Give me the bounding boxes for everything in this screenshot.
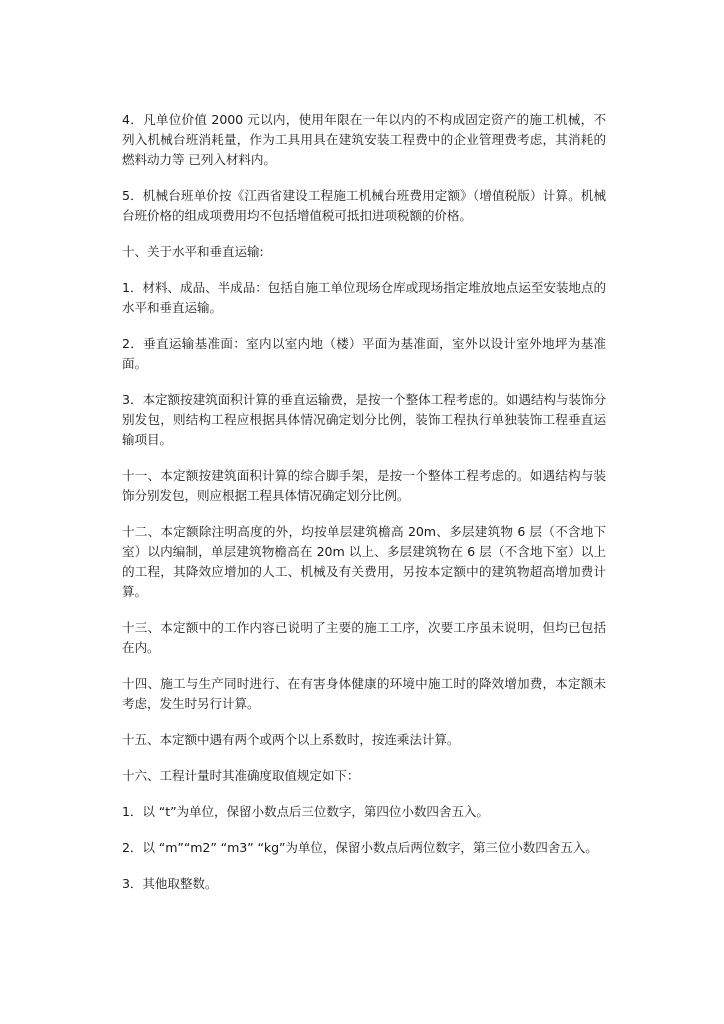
paragraph-transport-1: 1．材料、成品、半成品：包括自施工单位现场仓库或现场指定堆放地点运至安装地点的水平和垂直运输。 xyxy=(122,280,606,315)
paragraph-precision-3: 3．其他取整数。 xyxy=(122,876,218,891)
paragraph-transport-3: 3．本定额按建筑面积计算的垂直运输费，是按一个整体工程考虑的。如遇结构与装饰分别发包，则结构工程应根据具体情况确定划分比例，装饰工程执行单独装饰工程垂直运输项目。 xyxy=(122,392,606,447)
section-heading-10: 十、关于水平和垂直运输: xyxy=(122,244,264,259)
paragraph-section-12: 十二、本定额除注明高度的外，均按单层建筑檐高 20m、多层建筑物 6 层（不含地下室）以内编制，单层建筑物檐高在 20m 以上、多层建筑物在 6 层（不含地下室）以上的工程，其降效应增加的人工、机械及有关费用，另按本定额中的建筑物超高增加费计算。 xyxy=(122,524,606,599)
paragraph-precision-1: 1．以 “t”为单位，保留小数点后三位数字，第四位小数四舍五入。 xyxy=(122,804,489,819)
paragraph-precision-2: 2．以 “m”“m2” “m3” “kg”为单位，保留小数点后两位数字，第三位小数四舍五入。 xyxy=(122,840,598,855)
paragraph-section-13: 十三、本定额中的工作内容已说明了主要的施工工序，次要工序虽未说明，但均已包括在内。 xyxy=(122,620,606,655)
section-heading-16: 十六、工程计量时其准确度取值规定如下： xyxy=(122,768,360,783)
paragraph-section-11: 十一、本定额按建筑面积计算的综合脚手架，是按一个整体工程考虑的。如遇结构与装饰分别发包，则应根据工程具体情况确定划分比例。 xyxy=(122,468,606,503)
paragraph-item-4: 4．凡单位价值 2000 元以内，使用年限在一年以内的不构成固定资产的施工机械，不列入机械台班消耗量，作为工具用具在建筑安装工程费中的企业管理费考虑，其消耗的燃料动力等 已列入材料内。 xyxy=(122,112,606,167)
paragraph-section-15: 十五、本定额中遇有两个或两个以上系数时，按连乘法计算。 xyxy=(122,732,460,747)
paragraph-item-5: 5．机械台班单价按《江西省建设工程施工机械台班费用定额》（增值税版）计算。机械台班价格的组成项费用均不包括增值税可抵扣进项税额的价格。 xyxy=(122,188,606,223)
paragraph-section-14: 十四、施工与生产同时进行、在有害身体健康的环境中施工时的降效增加费，本定额未考虑，发生时另行计算。 xyxy=(122,676,606,711)
paragraph-transport-2: 2．垂直运输基准面：室内以室内地（楼）平面为基准面，室外以设计室外地坪为基准面。 xyxy=(122,336,606,371)
document-body xyxy=(122,110,606,910)
